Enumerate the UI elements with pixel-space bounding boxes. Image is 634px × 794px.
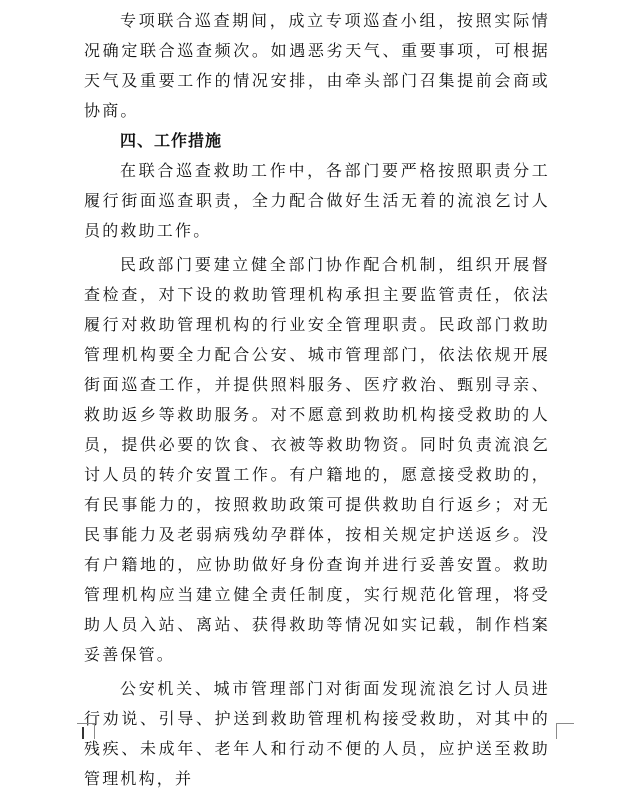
section-heading: 四、工作措施 — [120, 131, 223, 150]
paragraph-patrol-frequency: 专项联合巡查期间，成立专项巡查小组，按照实际情况确定联合巡查频次。如遇恶劣天气、重要事项，可根据天气及重要工作的情况安排，由牵头部门召集提前会商或协商。 — [84, 11, 550, 120]
paragraph-civil-affairs: 民政部门要建立健全部门协作配合机制，组织开展督查检查，对下设的救助管理机构承担主要监管责任，依法履行对救助管理机构的行业安全管理职责。民政部门救助管理机构要全力配合公安、城市管理部门，依法依规开展街面巡查工作，并提供照料服务、医疗救治、甄别寻亲、救助返乡等救助服务。对不愿意到救助机构接受救助的人员，提供必要的饮食、衣被等救助物资。同时负责流浪乞讨人员的转介安置工作。有户籍地的，愿意接受救助的，有民事能力的，按照救助政策可提供救助自行返乡；对无民事能力及老弱病残幼孕群体，按相关规定护送返乡。没有户籍地的，应协助做好身份查询并进行妥善安置。救助管理机构应当建立健全责任制度，实行规范化管理，将受助人员入站、离站、获得救助等情况如实记载，制作档案妥善保管。 — [84, 255, 550, 664]
document-body — [84, 6, 550, 794]
paragraph-department-duties: 在联合巡查救助工作中，各部门要严格按照职责分工履行街面巡查职责，全力配合做好生活无着的流浪乞讨人员的救助工作。 — [84, 161, 550, 240]
margin-corner-mark-right — [556, 723, 574, 739]
paragraph-public-security: 公安机关、城市管理部门对街面发现流浪乞讨人员进行劝说、引导、护送到救助管理机构接受救助，对其中的残疾、未成年、老年人和行动不便的人员，应护送至救助管理机构，并 — [84, 679, 550, 788]
margin-corner-mark-left — [77, 723, 95, 739]
text-cursor — [82, 727, 84, 739]
